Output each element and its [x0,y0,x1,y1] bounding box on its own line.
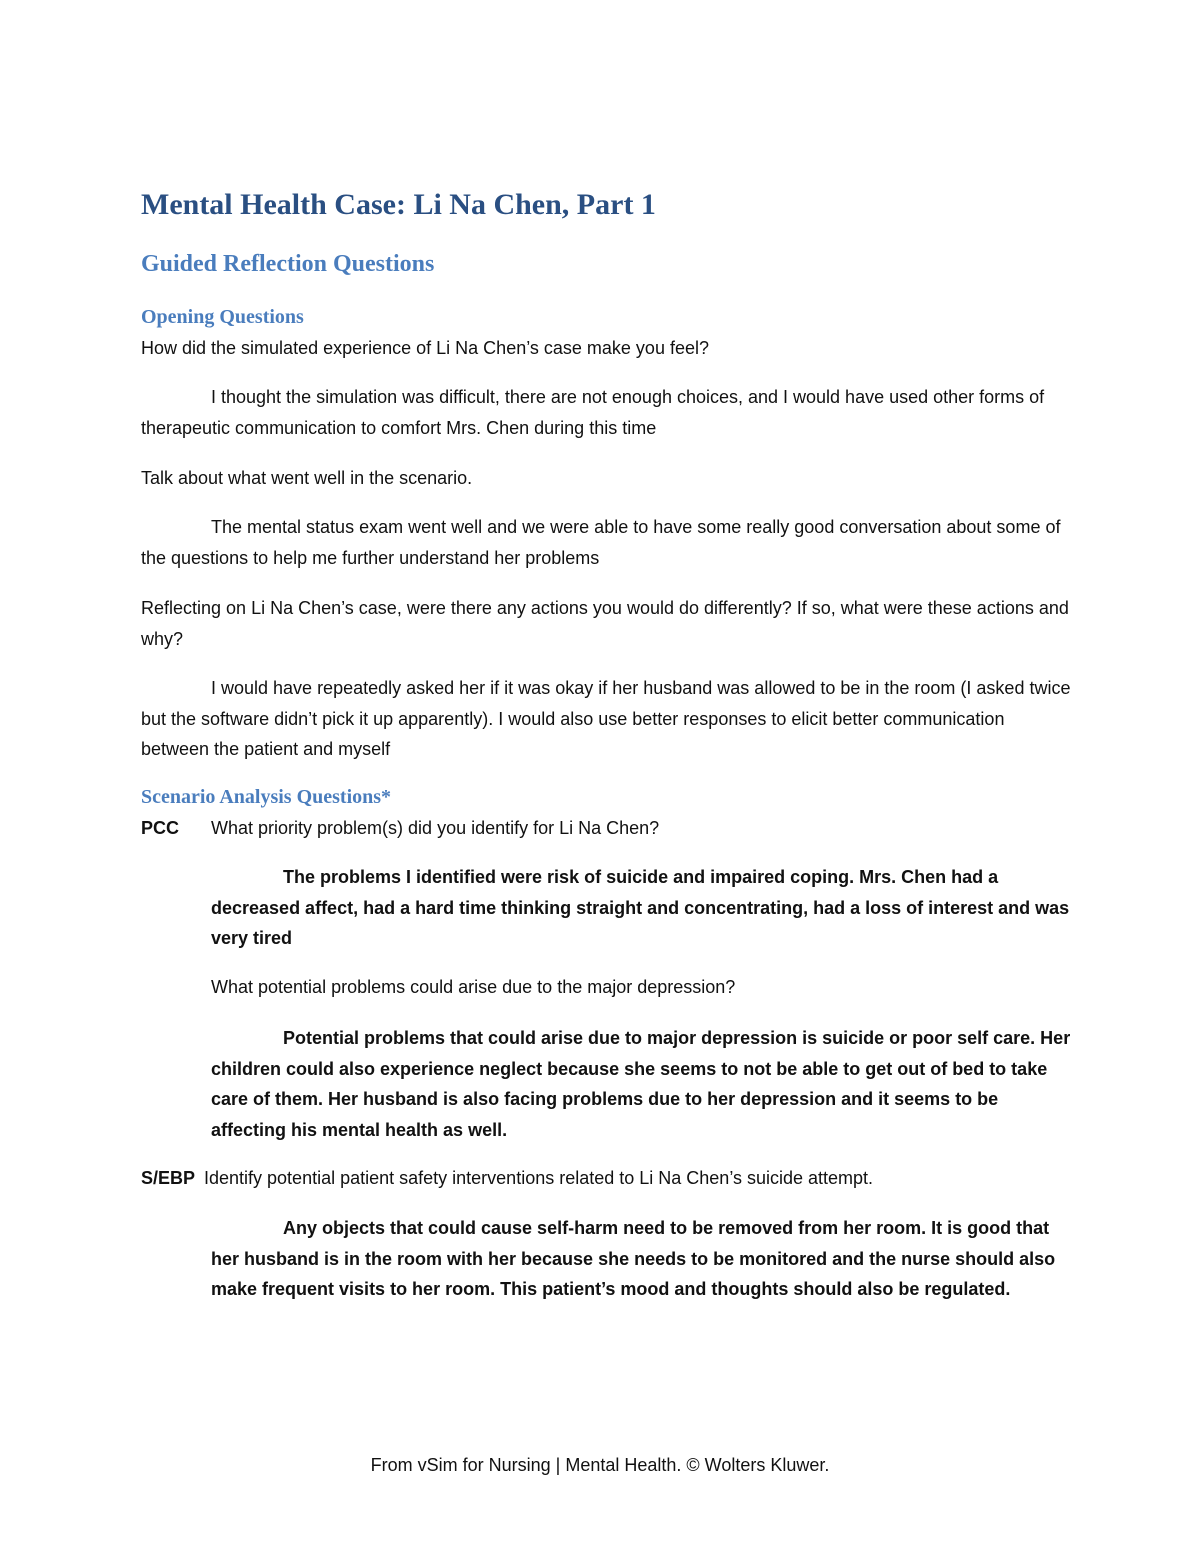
opening-question-2: Talk about what went well in the scenario. [141,468,473,488]
scenario-analysis-heading: Scenario Analysis Questions* [141,786,392,808]
opening-questions-heading: Opening Questions [141,306,304,328]
pcc-answer-1: The problems I identified were risk of suicide and impaired coping. Mrs. Chen had a decreased affect, had a hard time thinking straight and concentrating, had a loss of interest and was very tired [211,867,1070,948]
pcc-answer-2: Potential problems that could arise due to major depression is suicide or poor self care. Her children could also experience neglect because she seems to not be able to get out of bed to take care of them. Her husband is also facing problems due to her depression and it seems to be affecting his mental health as well. [211,1028,1071,1140]
opening-question-3: Reflecting on Li Na Chen’s case, were there any actions you would do differently? If so, what were these actions and why? [141,598,1069,649]
pcc-question-1: What priority problem(s) did you identify for Li Na Chen? [211,818,660,838]
opening-answer-1: I thought the simulation was difficult, there are not enough choices, and I would have used other forms of therapeutic communication to comfort Mrs. Chen during this time [141,387,1045,438]
opening-answer-2: The mental status exam went well and we were able to have some really good conversation about some of the questions to help me further understand her problems [141,517,1061,568]
pcc-question-2: What potential problems could arise due to the major depression? [211,977,736,997]
sebp-question: Identify potential patient safety interventions related to Li Na Chen’s suicide attempt. [204,1168,874,1188]
sebp-answer: Any objects that could cause self-harm need to be removed from her room. It is good that her husband is in the room with her because she needs to be monitored and the nurse should also make frequent visits to her room. This patient’s mood and thoughts should also be regulated. [211,1218,1056,1299]
page-footer: From vSim for Nursing | Mental Health. © Wolters Kluwer. [370,1455,830,1475]
sebp-tag: S/EBP [141,1168,196,1188]
pcc-tag: PCC [141,818,180,838]
opening-answer-3: I would have repeatedly asked her if it was okay if her husband was allowed to be in the room (I asked twice but the software didn’t pick it up apparently). I would also use better responses to elicit better communication between the patient and myself [141,678,1071,759]
page-subtitle: Guided Reflection Questions [141,251,435,277]
opening-question-1: How did the simulated experience of Li Na Chen’s case make you feel? [141,338,709,358]
page-title: Mental Health Case: Li Na Chen, Part 1 [141,188,656,221]
